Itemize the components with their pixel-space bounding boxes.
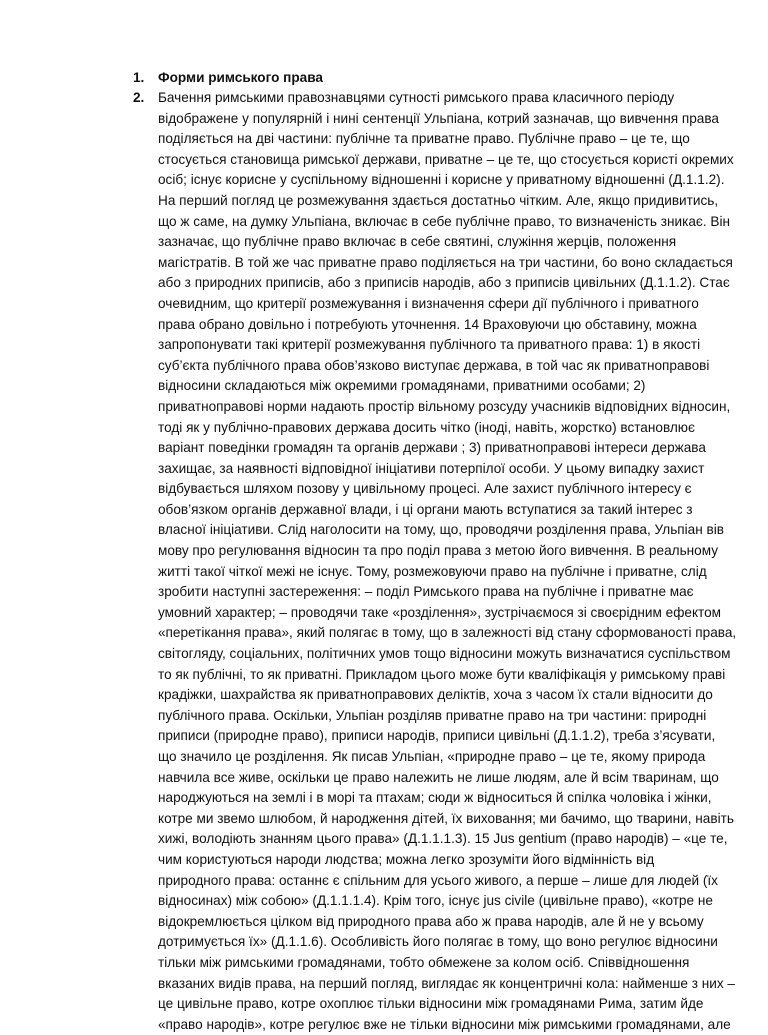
paragraph-line: умовний характер; – проводячи таке «розділення», зустрічаємося зі своєрідним ефектом [158, 604, 722, 620]
paragraph-line: відносини складаються між окремими громадянами, приватними особами; 2) [158, 378, 646, 394]
paragraph-line: тільки між римськими громадянами, тобто обмежене за колом осіб. Співвідношення [158, 954, 690, 970]
list-item-heading [118, 68, 718, 89]
paragraph-line: суб’єкта публічного права обов’язково виступає держава, в той час як приватноправові [158, 357, 710, 373]
list-item-paragraph [118, 88, 737, 1035]
paragraph-line: що значило це розділення. Як писав Ульпіан, «природне право – це те, якому природа [158, 749, 706, 764]
paragraph-line: магістратів. В той же час приватне право поділяється на три частини, бо воно складається [158, 254, 733, 270]
paragraph-line: стосується становища римської держави, приватне – це те, що стосується користі окремих [158, 151, 734, 167]
paragraph-line: «перетікання права», який полягає в тому, що в залежності від стану сформованості права, [158, 625, 737, 641]
paragraph-line: природного права: останнє є спільним для усього живого, а перше – лише для людей (їх [158, 872, 718, 888]
paragraph-line: зробити наступні застереження: – поділ Римського права на публічне і приватне має [158, 584, 694, 600]
list-number: 1. [133, 70, 145, 85]
paragraph-line: очевидним, що критерії розмежування і визначення сфери дії публічного і приватного [158, 295, 699, 311]
paragraph-line: котре ми звемо шлюбом, й народження дітей, їх виховання; ми бачимо, що тварини, навіть [158, 810, 734, 826]
list-number: 2. [133, 90, 145, 105]
paragraph-line: приватноправові норми надають простір вільному розсуду учасників відповідних відносин, [158, 398, 731, 414]
paragraph-text [158, 88, 737, 1035]
paragraph-line: то як публічні, то як приватні. Прикладом цього може бути кваліфікація у римському праві [158, 666, 726, 682]
paragraph-line: чим користуються народи людства; можна легко зрозуміти його відмінність від [158, 851, 655, 867]
paragraph-line: зазначає, що публічне право включає в себе святині, служіння жерців, положення [158, 234, 677, 250]
paragraph-line: запропонувати такі критерії розмежування публічного та приватного права: 1) в якості [158, 337, 701, 353]
paragraph-line: Бачення римськими правознавцями сутності римського права класичного періоду [158, 90, 675, 105]
paragraph-line: світогляду, соціальних, політичних умов тощо відносини можуть визначатися суспільством [158, 646, 731, 662]
paragraph-line: приписи (природне право), приписи народів, приписи цивільні (Д.1.1.2), треба з’ясувати, [158, 728, 716, 744]
paragraph-line: захищає, за наявності відповідної ініціативи потерпілої особи. У цьому випадку захист [158, 460, 705, 476]
paragraph-line: навчила все живе, оскільки це право належить не лише людям, але й всім тваринам, що [158, 769, 719, 785]
paragraph-line: власної ініціативи. Слід наголосити на тому, що, проводячи розділення права, Ульпіан вів [158, 522, 724, 538]
paragraph-line: відбувається шляхом позову у цивільному процесі. Але захист публічного інтересу є [158, 481, 692, 497]
paragraph-line: поділяється на дві частини: публічне та приватне право. Публічне право – це те, що [158, 131, 690, 147]
paragraph-line: це цивільне право, котре охоплює тільки відносини між громадянами Рима, затим йде [158, 996, 704, 1012]
paragraph-line: відображене у популярній і нині сентенції Ульпіана, котрий зазначав, що вивчення права [158, 110, 719, 126]
paragraph-line: відокремлюється цілком від природного права або ж права народів, але й не у всьому [158, 913, 704, 929]
paragraph-line: дотримується їх» (Д.1.1.6). Особливість його полягає в тому, що воно регулює відносини [158, 934, 718, 950]
paragraph-line: мову про регулювання відносин та про поділ права з метою його вивчення. В реальному [158, 543, 719, 559]
paragraph-line: хижі, володіють знанням цього права» (Д.1.1.1.3). 15 Jus gentium (право народів) – «це те, [158, 831, 728, 847]
paragraph-line: житті такої чіткої межі не існує. Тому, розмежовуючи право на публічне і приватне, слід [158, 563, 707, 579]
paragraph-line: вказаних видів права, на перший погляд, виглядає як концентричні кола: найменше з них – [158, 975, 735, 991]
paragraph-line: відносинах) між собою» (Д.1.1.1.4). Крім того, існує jus civile (цивільне право), «котре не [158, 893, 713, 909]
paragraph-line: права обрано довільно і потребують уточнення. 14 Враховуючи цю обставину, можна [158, 316, 697, 332]
paragraph-line: варіант поведінки громадян та органів держави ; 3) приватноправові інтереси держава [158, 440, 706, 456]
paragraph-line: На перший погляд це розмежування здається достатньо чітким. Але, якщо придивитись, [158, 192, 719, 208]
paragraph-line: публічного права. Оскільки, Ульпіан розділяв приватне право на три частини: природні [158, 707, 707, 723]
paragraph-line: осіб; існує корисне у суспільному відношенні і корисне у приватному відношенні (Д.1.1.2). [158, 172, 725, 188]
paragraph-line: що ж саме, на думку Ульпіана, включає в себе публічне право, то визначеність зникає. Він [158, 213, 731, 229]
paragraph-line: крадіжки, шахрайства як приватноправових деліктів, хоча з часом їх стали відносити до [158, 687, 713, 703]
paragraph-line: обов’язком органів державної влади, і ці органи мають вступатися за такий інтерес з [158, 501, 693, 517]
paragraph-line: «право народів», котре регулює вже не тільки відносини між римськими громадянами, але [158, 1016, 731, 1032]
paragraph-line: або з природних приписів, або з приписів народів, або з приписів цивільних (Д.1.1.2). Стає [158, 275, 730, 291]
paragraph-line: тоді як у публічно-правових держава досить чітко (іноді, навіть, жорстко) встановлює [158, 419, 695, 435]
section-heading: Форми римського права [158, 70, 323, 85]
paragraph-line: народжуються на землі і в морі та птахам; сюди ж відноситься й спілка чоловіка і жінки, [158, 790, 712, 806]
